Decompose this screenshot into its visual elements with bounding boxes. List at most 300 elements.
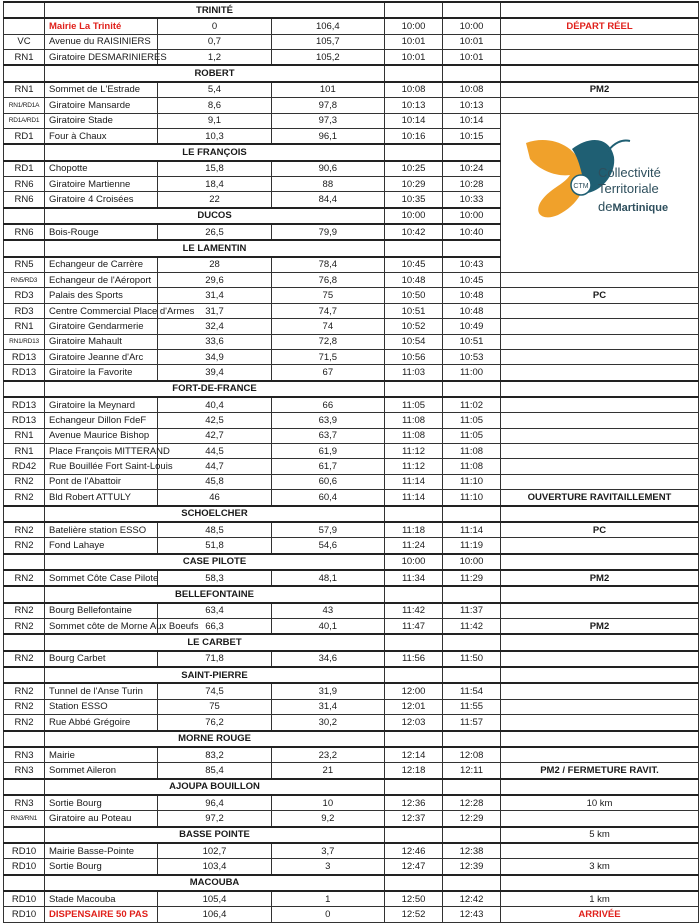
table-row	[4, 538, 699, 554]
table-row	[4, 288, 699, 303]
table-row	[4, 34, 699, 49]
time-cell: 11:54	[443, 683, 501, 699]
km-cell: 51,8	[158, 538, 271, 554]
time-cell: 11:47	[385, 619, 443, 635]
km-cell: 76,2	[158, 715, 271, 731]
km-cell: 103,4	[158, 859, 271, 875]
road-cell: RN2	[4, 570, 45, 586]
note-cell	[501, 506, 699, 522]
place-cell: Giratoire Mahault	[45, 334, 158, 349]
road-cell: RN2	[4, 603, 45, 619]
road-cell: RN3	[4, 795, 45, 811]
time-cell	[443, 144, 501, 160]
time-cell: 12:38	[443, 843, 501, 859]
place-cell: Batelière station ESSO	[45, 522, 158, 538]
km-cell: 8,6	[158, 98, 271, 113]
time-cell: 10:00	[443, 554, 501, 570]
time-cell: 11:03	[385, 365, 443, 381]
note-cell: 1 km	[501, 891, 699, 907]
km-cell: 31,7	[158, 303, 271, 318]
road-cell: RD1A/RD1	[4, 113, 45, 128]
remaining-cell: 67	[271, 365, 384, 381]
svg-text:deMartinique	[598, 199, 668, 214]
road-cell: RN1	[4, 428, 45, 443]
note-cell	[501, 538, 699, 554]
time-cell: 10:51	[443, 334, 501, 349]
road-cell: VC	[4, 34, 45, 49]
time-cell: 10:48	[385, 273, 443, 288]
time-cell	[385, 634, 443, 650]
note-cell	[501, 428, 699, 443]
time-cell: 10:08	[443, 82, 501, 98]
table-row	[4, 18, 699, 34]
remaining-cell: 97,8	[271, 98, 384, 113]
note-cell	[501, 240, 699, 256]
remaining-cell: 21	[271, 763, 384, 779]
time-cell: 12:46	[385, 843, 443, 859]
time-cell: 12:42	[443, 891, 501, 907]
logo-emblem-text: CTM	[573, 183, 589, 190]
remaining-cell: 101	[271, 82, 384, 98]
note-cell	[501, 474, 699, 489]
time-cell: 11:08	[443, 459, 501, 474]
place-cell: Avenue Maurice Bishop	[45, 428, 158, 443]
time-cell	[385, 65, 443, 81]
note-cell	[501, 811, 699, 827]
place-cell: Giratoire Mansarde	[45, 98, 158, 113]
note-cell: PM2	[501, 82, 699, 98]
time-cell: 10:01	[443, 34, 501, 49]
place-cell: Giratoire Gendarmerie	[45, 319, 158, 334]
road-cell: RN2	[4, 715, 45, 731]
km-cell: 0,7	[158, 34, 271, 49]
time-cell	[385, 506, 443, 522]
table-row	[4, 413, 699, 428]
remaining-cell: 105,2	[271, 50, 384, 66]
km-cell: 42,7	[158, 428, 271, 443]
km-cell: 10,3	[158, 128, 271, 144]
time-cell: 12:18	[385, 763, 443, 779]
road-cell: RN2	[4, 651, 45, 667]
road-cell: RD13	[4, 349, 45, 364]
place-cell: Palais des Sports	[45, 288, 158, 303]
time-cell: 10:45	[443, 273, 501, 288]
time-cell: 10:49	[443, 319, 501, 334]
time-cell	[385, 667, 443, 683]
table-row	[4, 811, 699, 827]
table-row	[4, 459, 699, 474]
km-cell: 42,5	[158, 413, 271, 428]
time-cell: 10:43	[443, 257, 501, 273]
remaining-cell: 96,1	[271, 128, 384, 144]
note-cell	[501, 444, 699, 459]
road-cell	[4, 827, 45, 843]
remaining-cell: 60,6	[271, 474, 384, 489]
km-cell: 15,8	[158, 161, 271, 177]
time-cell: 12:08	[443, 747, 501, 763]
time-cell: 11:14	[385, 474, 443, 489]
place-cell: Giratoire Stade	[45, 113, 158, 128]
note-cell	[501, 50, 699, 66]
table-row	[4, 82, 699, 98]
table-row	[4, 843, 699, 859]
km-cell: 28	[158, 257, 271, 273]
time-cell: 10:13	[385, 98, 443, 113]
note-cell	[501, 397, 699, 413]
note-cell	[501, 667, 699, 683]
note-cell: PM2	[501, 619, 699, 635]
road-cell: RD42	[4, 459, 45, 474]
time-cell: 12:37	[385, 811, 443, 827]
time-cell: 12:52	[385, 907, 443, 922]
remaining-cell: 72,8	[271, 334, 384, 349]
road-cell: RN2	[4, 538, 45, 554]
remaining-cell: 10	[271, 795, 384, 811]
section-title: CASE PILOTE	[45, 554, 385, 570]
remaining-cell: 90,6	[271, 161, 384, 177]
km-cell: 33,6	[158, 334, 271, 349]
table-row	[4, 522, 699, 538]
time-cell: 11:29	[443, 570, 501, 586]
km-cell: 44,5	[158, 444, 271, 459]
place-cell: Chopotte	[45, 161, 158, 177]
km-cell: 102,7	[158, 843, 271, 859]
road-cell: RN3	[4, 763, 45, 779]
road-cell	[4, 144, 45, 160]
road-cell: RD10	[4, 891, 45, 907]
road-cell: RN1	[4, 319, 45, 334]
remaining-cell: 48,1	[271, 570, 384, 586]
km-cell: 105,4	[158, 891, 271, 907]
table-row	[4, 891, 699, 907]
road-cell	[4, 506, 45, 522]
table-row	[4, 319, 699, 334]
remaining-cell: 43	[271, 603, 384, 619]
table-row	[4, 428, 699, 443]
time-cell: 10:01	[385, 34, 443, 49]
road-cell: RD3	[4, 288, 45, 303]
km-cell: 34,9	[158, 349, 271, 364]
section-row	[4, 875, 699, 891]
road-cell	[4, 875, 45, 891]
time-cell: 11:05	[443, 413, 501, 428]
time-cell: 12:11	[443, 763, 501, 779]
remaining-cell: 79,9	[271, 224, 384, 240]
time-cell: 10:00	[385, 208, 443, 224]
road-cell: RD13	[4, 365, 45, 381]
section-row	[4, 779, 699, 795]
note-cell: PC	[501, 522, 699, 538]
road-cell: RN2	[4, 490, 45, 506]
place-cell: Avenue du RAISINIERS	[45, 34, 158, 49]
note-cell	[501, 98, 699, 113]
note-cell	[501, 715, 699, 731]
place-cell: Rue Abbé Grégoire	[45, 715, 158, 731]
note-cell	[501, 651, 699, 667]
place-cell: Four à Chaux	[45, 128, 158, 144]
road-cell: RN1/RD1A	[4, 98, 45, 113]
place-cell: Giratoire Jeanne d'Arc	[45, 349, 158, 364]
remaining-cell: 30,2	[271, 715, 384, 731]
time-cell	[385, 731, 443, 747]
note-cell	[501, 699, 699, 714]
note-cell	[501, 273, 699, 288]
table-row	[4, 490, 699, 506]
time-cell: 11:12	[385, 444, 443, 459]
remaining-cell: 0	[271, 907, 384, 922]
road-cell: RN6	[4, 176, 45, 191]
road-cell	[4, 240, 45, 256]
table-row	[4, 570, 699, 586]
road-cell	[4, 208, 45, 224]
note-cell	[501, 349, 699, 364]
place-cell: Giratoire la Favorite	[45, 365, 158, 381]
time-cell: 10:45	[385, 257, 443, 273]
road-cell: RN1	[4, 50, 45, 66]
km-cell: 40,4	[158, 397, 271, 413]
time-cell: 10:01	[443, 50, 501, 66]
section-row	[4, 667, 699, 683]
time-cell	[385, 586, 443, 602]
remaining-cell: 31,9	[271, 683, 384, 699]
remaining-cell: 84,4	[271, 192, 384, 208]
note-cell: 5 km	[501, 827, 699, 843]
road-cell: RN1	[4, 444, 45, 459]
time-cell	[443, 731, 501, 747]
remaining-cell: 105,7	[271, 34, 384, 49]
section-title: DUCOS	[45, 208, 385, 224]
km-cell: 44,7	[158, 459, 271, 474]
road-cell: RN2	[4, 683, 45, 699]
time-cell: 11:10	[443, 474, 501, 489]
place-cell: Pont de l'Abattoir	[45, 474, 158, 489]
time-cell: 12:43	[443, 907, 501, 922]
section-title: AJOUPA BOUILLON	[45, 779, 385, 795]
time-cell: 12:00	[385, 683, 443, 699]
note-cell	[501, 413, 699, 428]
road-cell	[4, 65, 45, 81]
section-row	[4, 65, 699, 81]
section-row	[4, 586, 699, 602]
note-cell	[501, 113, 699, 128]
km-cell: 29,6	[158, 273, 271, 288]
place-cell: Giratoire au Poteau	[45, 811, 158, 827]
remaining-cell: 61,7	[271, 459, 384, 474]
note-cell: PC	[501, 288, 699, 303]
note-cell: PM2	[501, 570, 699, 586]
time-cell: 10:15	[443, 128, 501, 144]
time-cell	[443, 875, 501, 891]
time-cell: 10:42	[385, 224, 443, 240]
table-row	[4, 50, 699, 66]
place-cell: Sortie Bourg	[45, 859, 158, 875]
time-cell: 10:00	[385, 18, 443, 34]
place-cell: Echangeur de l'Aéroport	[45, 273, 158, 288]
time-cell: 12:03	[385, 715, 443, 731]
remaining-cell: 88	[271, 176, 384, 191]
road-cell: RN6	[4, 224, 45, 240]
remaining-cell: 76,8	[271, 273, 384, 288]
remaining-cell: 9,2	[271, 811, 384, 827]
remaining-cell: 71,5	[271, 349, 384, 364]
road-cell	[4, 586, 45, 602]
time-cell	[443, 586, 501, 602]
time-cell: 10:13	[443, 98, 501, 113]
road-cell: RN2	[4, 619, 45, 635]
place-cell: Sommet côte de Morne Aux Boeufs	[45, 619, 158, 635]
time-cell: 10:00	[443, 18, 501, 34]
time-cell: 10:56	[385, 349, 443, 364]
place-cell: Fond Lahaye	[45, 538, 158, 554]
section-title: LE LAMENTIN	[45, 240, 385, 256]
note-cell: DÉPART RÉEL	[501, 18, 699, 34]
time-cell: 12:01	[385, 699, 443, 714]
note-cell	[501, 779, 699, 795]
road-cell: RN6	[4, 192, 45, 208]
time-cell: 11:08	[385, 428, 443, 443]
road-cell: RD10	[4, 843, 45, 859]
note-cell	[501, 683, 699, 699]
section-row	[4, 827, 699, 843]
place-cell: Mairie Basse-Pointe	[45, 843, 158, 859]
section-title: LE CARBET	[45, 634, 385, 650]
road-cell: RD3	[4, 303, 45, 318]
place-cell: Stade Macouba	[45, 891, 158, 907]
time-cell	[443, 667, 501, 683]
remaining-cell: 31,4	[271, 699, 384, 714]
road-cell	[4, 779, 45, 795]
time-cell: 12:29	[443, 811, 501, 827]
km-cell: 71,8	[158, 651, 271, 667]
time-cell: 11:08	[385, 413, 443, 428]
note-cell	[501, 34, 699, 49]
place-cell: Sommet Côte Case Pilote	[45, 570, 158, 586]
remaining-cell: 97,3	[271, 113, 384, 128]
time-cell: 12:28	[443, 795, 501, 811]
remaining-cell: 63,9	[271, 413, 384, 428]
road-cell	[4, 381, 45, 397]
road-cell: RN2	[4, 474, 45, 489]
table-row	[4, 365, 699, 381]
time-cell	[443, 65, 501, 81]
time-cell: 10:28	[443, 176, 501, 191]
time-cell: 10:08	[385, 82, 443, 98]
time-cell: 10:14	[385, 113, 443, 128]
time-cell: 11:42	[443, 619, 501, 635]
km-cell: 39,4	[158, 365, 271, 381]
note-cell	[501, 603, 699, 619]
table-row	[4, 763, 699, 779]
table-row	[4, 699, 699, 714]
section-title: ROBERT	[45, 65, 385, 81]
table-row	[4, 444, 699, 459]
time-cell: 10:29	[385, 176, 443, 191]
remaining-cell: 23,2	[271, 747, 384, 763]
place-cell: Giratoire la Meynard	[45, 397, 158, 413]
time-cell	[385, 240, 443, 256]
km-cell: 31,4	[158, 288, 271, 303]
table-row	[4, 273, 699, 288]
km-cell: 45,8	[158, 474, 271, 489]
section-title: TRINITÉ	[45, 2, 385, 18]
table-row	[4, 474, 699, 489]
section-title: BELLEFONTAINE	[45, 586, 385, 602]
road-cell: RN1	[4, 82, 45, 98]
road-cell: RN1/RD13	[4, 334, 45, 349]
table-row	[4, 98, 699, 113]
section-row	[4, 634, 699, 650]
section-title: MORNE ROUGE	[45, 731, 385, 747]
place-cell: Bois-Rouge	[45, 224, 158, 240]
note-cell	[501, 843, 699, 859]
table-row	[4, 334, 699, 349]
km-cell: 48,5	[158, 522, 271, 538]
remaining-cell: 3	[271, 859, 384, 875]
place-cell: Giratoire 4 Croisées	[45, 192, 158, 208]
section-row	[4, 381, 699, 397]
road-cell	[4, 18, 45, 34]
time-cell: 12:14	[385, 747, 443, 763]
time-cell	[385, 2, 443, 18]
road-cell: RN3	[4, 747, 45, 763]
road-cell: RN2	[4, 522, 45, 538]
remaining-cell: 74,7	[271, 303, 384, 318]
section-row	[4, 240, 699, 256]
time-cell: 11:42	[385, 603, 443, 619]
place-cell: Tunnel de l'Anse Turin	[45, 683, 158, 699]
time-cell: 10:33	[443, 192, 501, 208]
remaining-cell: 60,4	[271, 490, 384, 506]
time-cell: 12:50	[385, 891, 443, 907]
note-cell	[501, 747, 699, 763]
time-cell: 10:00	[385, 554, 443, 570]
table-row	[4, 795, 699, 811]
place-cell: Station ESSO	[45, 699, 158, 714]
time-cell	[385, 779, 443, 795]
km-cell: 22	[158, 192, 271, 208]
km-cell: 66,3	[158, 619, 271, 635]
time-cell: 10:50	[385, 288, 443, 303]
time-cell: 11:34	[385, 570, 443, 586]
remaining-cell: 34,6	[271, 651, 384, 667]
road-cell: RD13	[4, 413, 45, 428]
place-cell: Echangeur Dillon FdeF	[45, 413, 158, 428]
time-cell: 10:48	[443, 288, 501, 303]
remaining-cell: 1	[271, 891, 384, 907]
section-row	[4, 554, 699, 570]
table-row	[4, 603, 699, 619]
time-cell: 11:18	[385, 522, 443, 538]
road-cell: RN3/RN1	[4, 811, 45, 827]
table-row	[4, 349, 699, 364]
logo-line2: Territoriale	[598, 181, 659, 196]
km-cell: 1,2	[158, 50, 271, 66]
remaining-cell: 57,9	[271, 522, 384, 538]
time-cell: 11:05	[385, 397, 443, 413]
section-row	[4, 506, 699, 522]
km-cell: 97,2	[158, 811, 271, 827]
note-cell	[501, 731, 699, 747]
remaining-cell: 63,7	[271, 428, 384, 443]
road-cell: RN2	[4, 699, 45, 714]
time-cell: 12:47	[385, 859, 443, 875]
note-cell	[501, 334, 699, 349]
note-cell: PM2 / FERMETURE RAVIT.	[501, 763, 699, 779]
note-cell: 3 km	[501, 859, 699, 875]
place-cell: Sommet de L'Estrade	[45, 82, 158, 98]
place-cell: Rue Bouillée Fort Saint-Louis	[45, 459, 158, 474]
time-cell: 10:40	[443, 224, 501, 240]
